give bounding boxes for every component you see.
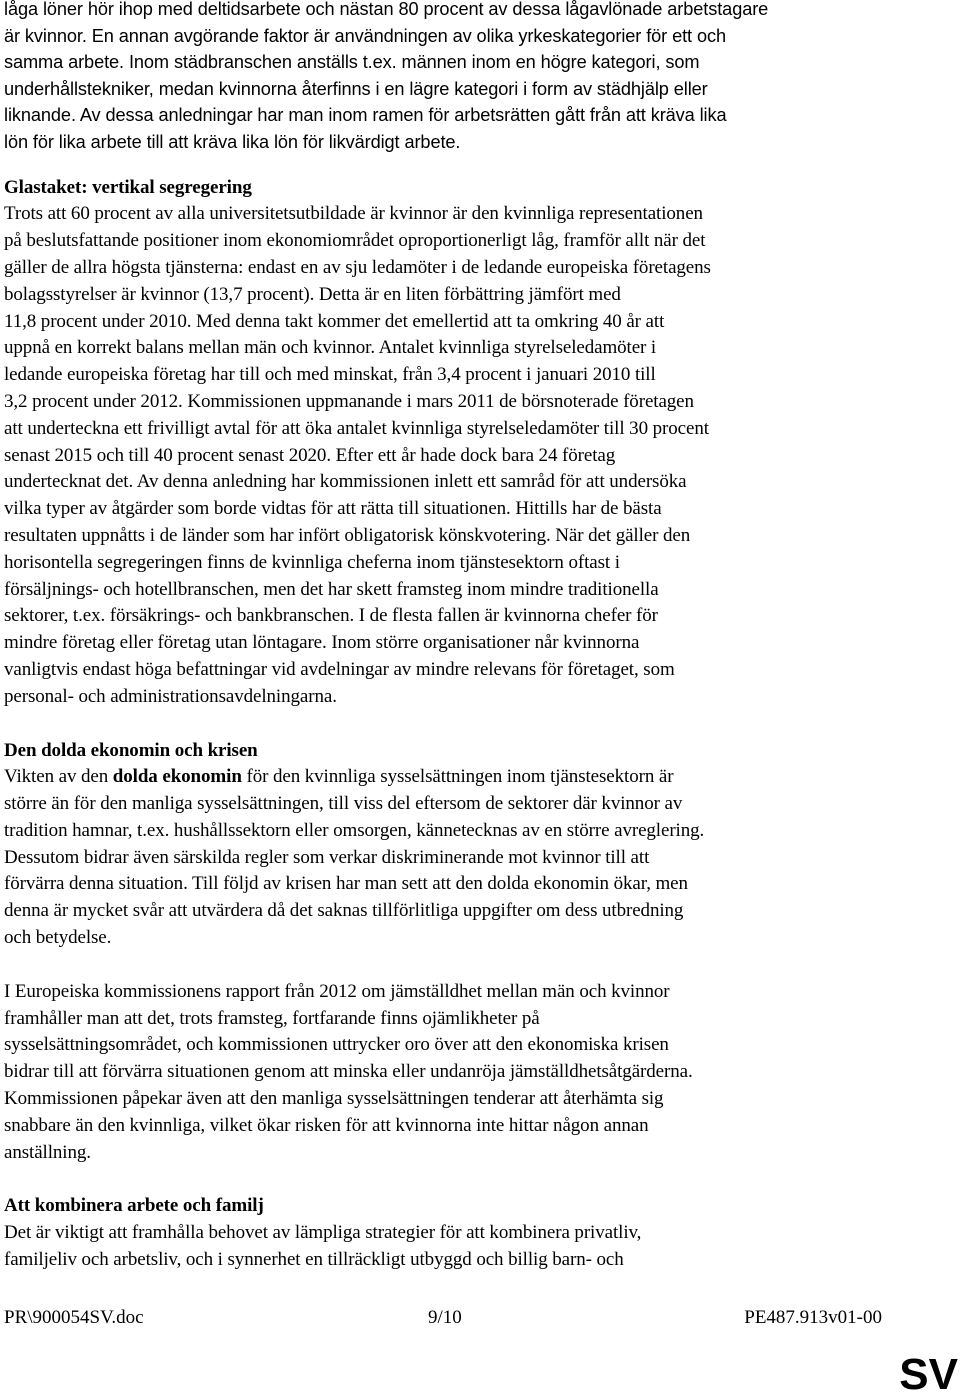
- text-line: försäljnings- och hotellbranschen, men det har skett framsteg inom mindre traditionella: [4, 578, 659, 600]
- text-line: samma arbete. Inom städbranschen anställs t.ex. männen inom en högre kategori, som: [4, 52, 700, 73]
- text-line: sektorer, t.ex. försäkrings- och bankbranschen. I de flesta fallen är kvinnorna chefer för: [4, 605, 658, 627]
- text-run: för den kvinnliga sysselsättningen inom tjänstesektorn är: [241, 766, 674, 788]
- text-line: anställning.: [4, 1141, 91, 1163]
- document-reference: PR\900054SV.doc: [4, 1307, 144, 1328]
- text-line: denna är mycket svår att utvärdera då det saknas tillförlitliga uppgifter om dess utbredning: [4, 900, 684, 922]
- text-line: vilka typer av åtgärder som borde vidtas för att rätta till situationen. Hittills har de bästa: [4, 498, 662, 520]
- text-line: större än för den manliga sysselsättningen, till viss del eftersom de sektorer där kvinnor av: [4, 793, 683, 815]
- text-line: 11,8 procent under 2010. Med denna takt kommer det emellertid att ta omkring 40 år att: [4, 310, 665, 332]
- text-line: låga löner hör ihop med deltidsarbete och nästan 80 procent av dessa lågavlönade arbetstagare: [4, 0, 769, 19]
- bold-term: dolda ekonomin: [112, 766, 242, 788]
- language-tag: SV: [899, 1350, 958, 1399]
- hidden-economy-section: [4, 738, 954, 952]
- text-line: personal- och administrationsavdelningarna.: [4, 685, 337, 707]
- text-line: senast 2015 och till 40 procent senast 2020. Efter ett år hade dock bara 24 företag: [4, 444, 616, 466]
- commission-report-section: [4, 979, 954, 1167]
- text-line: I Europeiska kommissionens rapport från 2012 om jämställdhet mellan män och kvinnor: [4, 980, 670, 1002]
- text-line: undertecknat det. Av denna anledning har kommissionen inlett ett samråd för att undersöka: [4, 471, 687, 493]
- page-number: 9/10: [428, 1307, 462, 1328]
- text-line: familjeliv och arbetsliv, och i synnerhet en tillräckligt utbyggd och billig barn- och: [4, 1249, 624, 1271]
- work-family-section: [4, 1193, 954, 1273]
- document-page: [4, 0, 954, 1274]
- text-line: Trots att 60 procent av alla universitetsutbildade är kvinnor är den kvinnliga representationen: [4, 203, 703, 225]
- text-line: underhållstekniker, medan kvinnorna återfinns i en lägre kategori i form av städhjälp eller: [4, 78, 708, 99]
- text-line: ledande europeiska företag har till och med minskat, från 3,4 procent i januari 2010 till: [4, 364, 656, 386]
- text-line: tradition hamnar, t.ex. hushållssektorn eller omsorgen, kännetecknas av en större avreglering.: [4, 819, 705, 841]
- text-line: framhåller man att det, trots framsteg, fortfarande finns ojämlikheter på: [4, 1007, 540, 1029]
- text-line: Det är viktigt att framhålla behovet av lämpliga strategier för att kombinera privatliv,: [4, 1222, 642, 1244]
- text-line: förvärra denna situation. Till följd av krisen har man sett att den dolda ekonomin ökar, men: [4, 873, 688, 895]
- text-line: bolagsstyrelser är kvinnor (13,7 procent). Detta är en liten förbättring jämfört med: [4, 283, 621, 305]
- text-line: Kommissionen påpekar även att den manliga sysselsättningen tenderar att återhämta sig: [4, 1088, 664, 1110]
- text-line: bidrar till att förvärra situationen genom att minska eller undanröja jämställdhetsåtgärderna.: [4, 1061, 693, 1083]
- text-line: [4, 764, 954, 791]
- text-run: Vikten av den: [4, 766, 113, 788]
- text-line: 3,2 procent under 2012. Kommissionen uppmanande i mars 2011 de börsnoterade företagen: [4, 390, 694, 412]
- text-line: på beslutsfattande positioner inom ekonomiområdet oproportionerligt låg, framför allt när det: [4, 230, 706, 252]
- text-line: är kvinnor. En annan avgörande faktor är användningen av olika yrkeskategorier för ett och: [4, 25, 726, 46]
- text-line: horisontella segregeringen finns de kvinnliga cheferna inom tjänstesektorn oftast i: [4, 551, 620, 573]
- text-line: att underteckna ett frivilligt avtal för att öka antalet kvinnliga styrelseledamöter till 30 procent: [4, 417, 709, 439]
- text-line: vanligtvis endast höga befattningar vid avdelningar av mindre relevans för företaget, som: [4, 658, 675, 680]
- text-line: och betydelse.: [4, 927, 112, 949]
- text-line: gäller de allra högsta tjänsterna: endast en av sju ledamöter i de ledande europeiska företagens: [4, 256, 711, 278]
- glass-ceiling-section: [4, 175, 954, 711]
- text-line: snabbare än den kvinnliga, vilket ökar risken för att kvinnorna inte hittar någon annan: [4, 1114, 649, 1136]
- text-line: mindre företag eller företag utan löntagare. Inom större organisationer når kvinnorna: [4, 632, 640, 654]
- section-heading: Glastaket: vertikal segregering: [4, 176, 252, 198]
- intro-paragraph: [4, 0, 954, 156]
- text-line: lön för lika arbete till att kräva lika lön för likvärdigt arbete.: [4, 131, 461, 152]
- text-line: resultaten uppnåtts i de länder som har infört obligatorisk könskvotering. När det gäller den: [4, 524, 691, 546]
- text-line: liknande. Av dessa anledningar har man inom ramen för arbetsrätten gått från att kräva lika: [4, 105, 727, 126]
- section-heading: Den dolda ekonomin och krisen: [4, 739, 258, 761]
- text-line: sysselsättningsområdet, och kommissionen uttrycker oro över att den ekonomiska krisen: [4, 1034, 669, 1056]
- text-line: Dessutom bidrar även särskilda regler som verkar diskriminerande mot kvinnor till att: [4, 846, 650, 868]
- text-line: uppnå en korrekt balans mellan män och kvinnor. Antalet kvinnliga styrelseledamöter i: [4, 337, 657, 359]
- section-heading: Att kombinera arbete och familj: [4, 1195, 264, 1217]
- pe-reference: PE487.913v01-00: [744, 1307, 882, 1328]
